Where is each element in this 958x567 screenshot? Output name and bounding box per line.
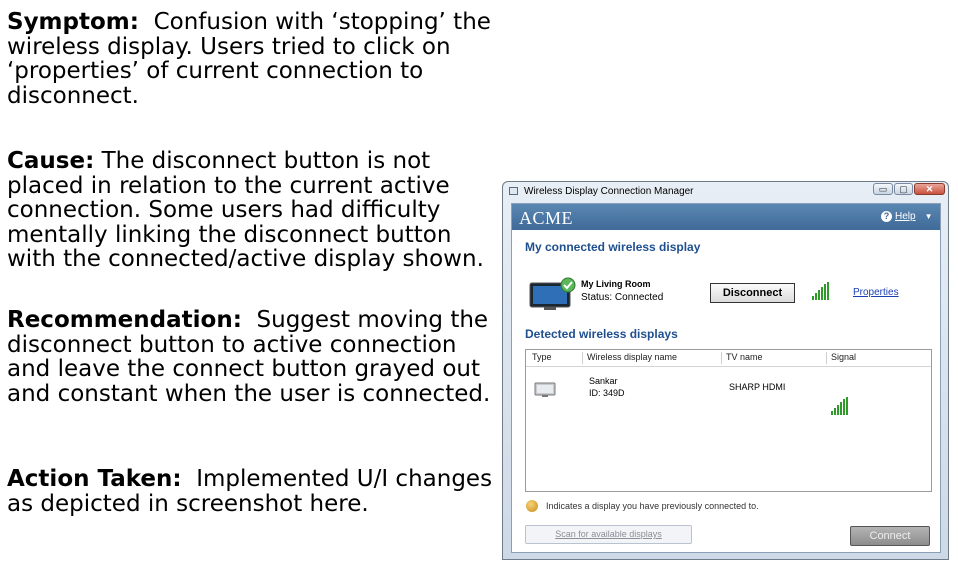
note-symptom-label: Symptom: [7,9,139,35]
signal-bar [843,399,845,415]
note-cause-text: The disconnect button is not placed in relation to the current active connection. Some users had difficulty mentally linking the disconnect button with the connected/active display shown. [7,148,484,272]
row-display-name: Sankar [589,376,618,386]
signal-strength-icon [812,282,829,300]
tv-icon [528,277,578,313]
help-link[interactable]: Help [895,211,916,222]
connection-manager-window [502,181,949,560]
table-header [526,350,931,367]
close-button[interactable]: ✕ [914,183,945,195]
properties-link[interactable]: Properties [853,287,899,298]
column-header-display-name[interactable]: Wireless display name [582,352,718,364]
row-display-id: ID: 349D [589,388,625,398]
signal-bar [815,293,817,300]
signal-bar [812,296,814,300]
note-action [7,467,497,516]
help-icon: ? [881,211,892,222]
signal-bar [846,397,848,415]
connected-section-title: My connected wireless display [525,240,701,254]
column-header-type[interactable]: Type [532,352,552,362]
signal-bar [840,402,842,415]
maximize-button[interactable]: ▢ [894,183,913,195]
disconnect-button[interactable]: Disconnect [710,283,795,303]
help-menu[interactable] [881,211,933,222]
display-icon [534,382,556,398]
column-header-tv-name[interactable]: TV name [721,352,823,364]
window-content [511,203,941,553]
signal-bar [834,408,836,415]
note-symptom-text: Confusion with ‘stopping’ the wireless display. Users tried to click on ‘properties’ of current connection to disconnect. [7,9,491,109]
title-bar[interactable] [503,182,948,200]
note-cause-label: Cause: [7,148,95,174]
signal-strength-icon [831,397,848,415]
detected-displays-table [525,349,932,492]
brand-logo: ACME [519,208,574,228]
legend-text: Indicates a display you have previously connected to. [546,501,759,511]
scan-button-label: Scan for available displays [555,529,662,539]
row-tv-name: SHARP HDMI [729,382,786,392]
previously-connected-icon [526,500,538,512]
detected-section-title: Detected wireless displays [525,327,678,341]
column-header-signal[interactable]: Signal [826,352,886,364]
scan-button[interactable] [525,525,692,544]
note-cause [7,149,497,272]
note-recommendation [7,308,497,406]
note-action-text: Implemented U/I changes as depicted in screenshot here. [7,466,493,517]
window-title: Wireless Display Connection Manager [524,186,694,197]
connection-status: Status: Connected [581,292,664,303]
signal-bar [827,282,829,300]
note-recommendation-label: Recommendation: [7,307,242,333]
signal-bar [837,405,839,415]
connected-display-name: My Living Room [581,279,651,289]
note-action-label: Action Taken: [7,466,182,492]
chevron-down-icon[interactable]: ▼ [924,212,933,221]
signal-bar [831,411,833,415]
minimize-button[interactable]: ▭ [873,183,893,195]
signal-bar [824,284,826,300]
brand-bar [512,204,940,230]
connect-button[interactable]: Connect [850,526,930,546]
note-recommendation-text: Suggest moving the disconnect button to active connection and leave the connect button grayed out and constant when the user is connected. [7,307,491,407]
signal-bar [821,287,823,300]
signal-bar [818,290,820,300]
app-icon [509,187,518,195]
note-symptom [7,10,497,108]
